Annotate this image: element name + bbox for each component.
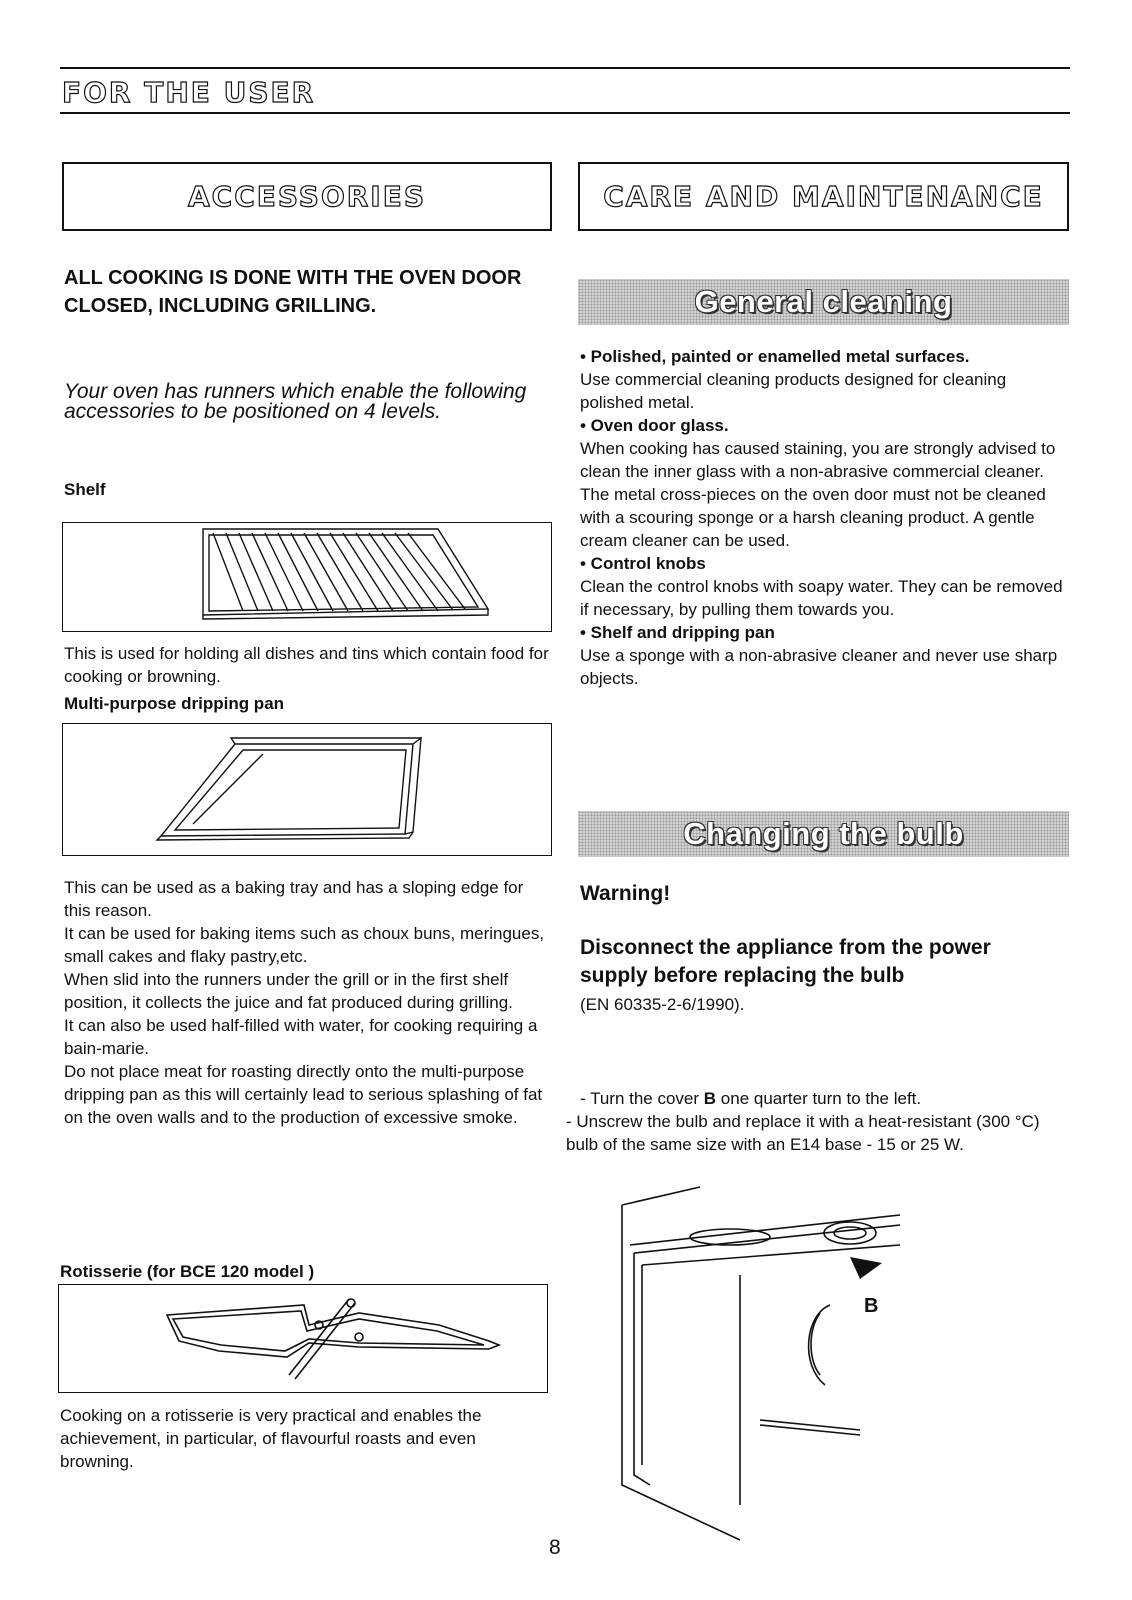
dripping-pan-figure: [62, 723, 552, 856]
care-maintenance-title-box: [578, 162, 1069, 231]
changing-bulb-title: Changing the bulb: [683, 816, 964, 851]
general-cleaning-banner: [578, 279, 1069, 325]
cleaning-item-1-heading: • Polished, painted or enamelled metal surfaces.: [580, 347, 970, 366]
cleaning-item-3-heading: • Control knobs: [580, 554, 706, 573]
cleaning-item-3-text: Clean the control knobs with soapy water. They can be removed if necessary, by pulling them towards you.: [580, 577, 1063, 619]
header-bottom-rule: [60, 112, 1070, 114]
intro-italic: Your oven has runners which enable the following accessories to be positioned on 4 levels.: [64, 380, 527, 423]
cleaning-item-4-text: Use a sponge with a non-abrasive cleaner and never use sharp objects.: [580, 646, 1058, 688]
dripping-pan-para-4: It can also be used half-filled with water, for cooking requiring a bain-marie.: [64, 1016, 538, 1058]
dripping-pan-illustration: [63, 724, 551, 855]
rotisserie-illustration: [59, 1285, 547, 1392]
dripping-pan-para-1: This can be used as a baking tray and has a sloping edge for this reason.: [64, 878, 524, 920]
care-maintenance-title: CARE AND MAINTENANCE: [603, 180, 1044, 213]
bulb-step-1-cover-label: B: [703, 1089, 717, 1108]
bulb-step-1-pre: - Turn the cover: [580, 1089, 704, 1108]
rotisserie-heading: Rotisserie (for BCE 120 model ): [60, 1262, 315, 1281]
cleaning-item-2-heading: • Oven door glass.: [580, 416, 729, 435]
rotisserie-description: Cooking on a rotisserie is very practical and enables the achievement, in particular, of flavourful roasts and even browning.: [60, 1406, 482, 1471]
dripping-pan-description: [64, 876, 554, 1129]
dripping-pan-para-2: It can be used for baking items such as choux buns, meringues, small cakes and flaky pastry,etc.: [64, 924, 545, 966]
shelf-illustration: [63, 523, 551, 631]
bulb-step-1: [580, 1087, 1070, 1110]
cleaning-instructions: [580, 345, 1070, 690]
header-top-rule: [60, 67, 1070, 69]
accessories-title: ACCESSORIES: [187, 180, 427, 213]
cover-b-label: B: [864, 1295, 879, 1317]
accessories-title-box: [62, 162, 552, 231]
shelf-figure: [62, 522, 552, 632]
cleaning-item-1-text: Use commercial cleaning products designed for cleaning polished metal.: [580, 370, 1007, 412]
bulb-warning: Warning!: [580, 882, 671, 905]
cleaning-item-2-text: When cooking has caused staining, you are strongly advised to clean the inner glass with a non-abrasive commercial cleaner. The metal cross-pieces on the oven door must not be cleaned with a scouring sponge or a harsh cleaning product. A gentle cream cleaner can be used.: [580, 439, 1056, 550]
bulb-standard: (EN 60335-2-6/1990).: [580, 995, 745, 1014]
arrow-icon: [850, 1257, 882, 1279]
dripping-pan-para-3: When slid into the runners under the grill or in the first shelf position, it collects the juice and fat produced during grilling.: [64, 970, 513, 1012]
page-header-title: FOR THE USER: [62, 76, 316, 109]
rotisserie-figure: [58, 1284, 548, 1393]
general-cleaning-title: General cleaning: [694, 284, 953, 319]
shelf-description: This is used for holding all dishes and tins which contain food for cooking or browning.: [64, 644, 549, 686]
bulb-disconnect-notice: Disconnect the appliance from the power supply before replacing the bulb: [580, 936, 991, 987]
intro-bold-warning: ALL COOKING IS DONE WITH THE OVEN DOOR CLOSED, INCLUDING GRILLING.: [64, 267, 522, 317]
dripping-pan-para-5: Do not place meat for roasting directly onto the multi-purpose dripping pan as this will certainly lead to serious splashing of fat on the oven walls and to the production of excessive smoke.: [64, 1062, 543, 1127]
bulb-step-1-post: one quarter turn to the left.: [716, 1089, 922, 1108]
cleaning-item-4-heading: • Shelf and dripping pan: [580, 623, 775, 642]
page-number: 8: [549, 1536, 561, 1559]
shelf-heading: Shelf: [64, 480, 106, 499]
changing-bulb-banner: [578, 811, 1069, 857]
bulb-step-2: - Unscrew the bulb and replace it with a heat-resistant (300 °C) bulb of the same size with an E14 base - 15 or 25 W.: [566, 1112, 1040, 1154]
dripping-pan-heading: Multi-purpose dripping pan: [64, 694, 285, 713]
oven-bulb-illustration: [620, 1185, 920, 1550]
